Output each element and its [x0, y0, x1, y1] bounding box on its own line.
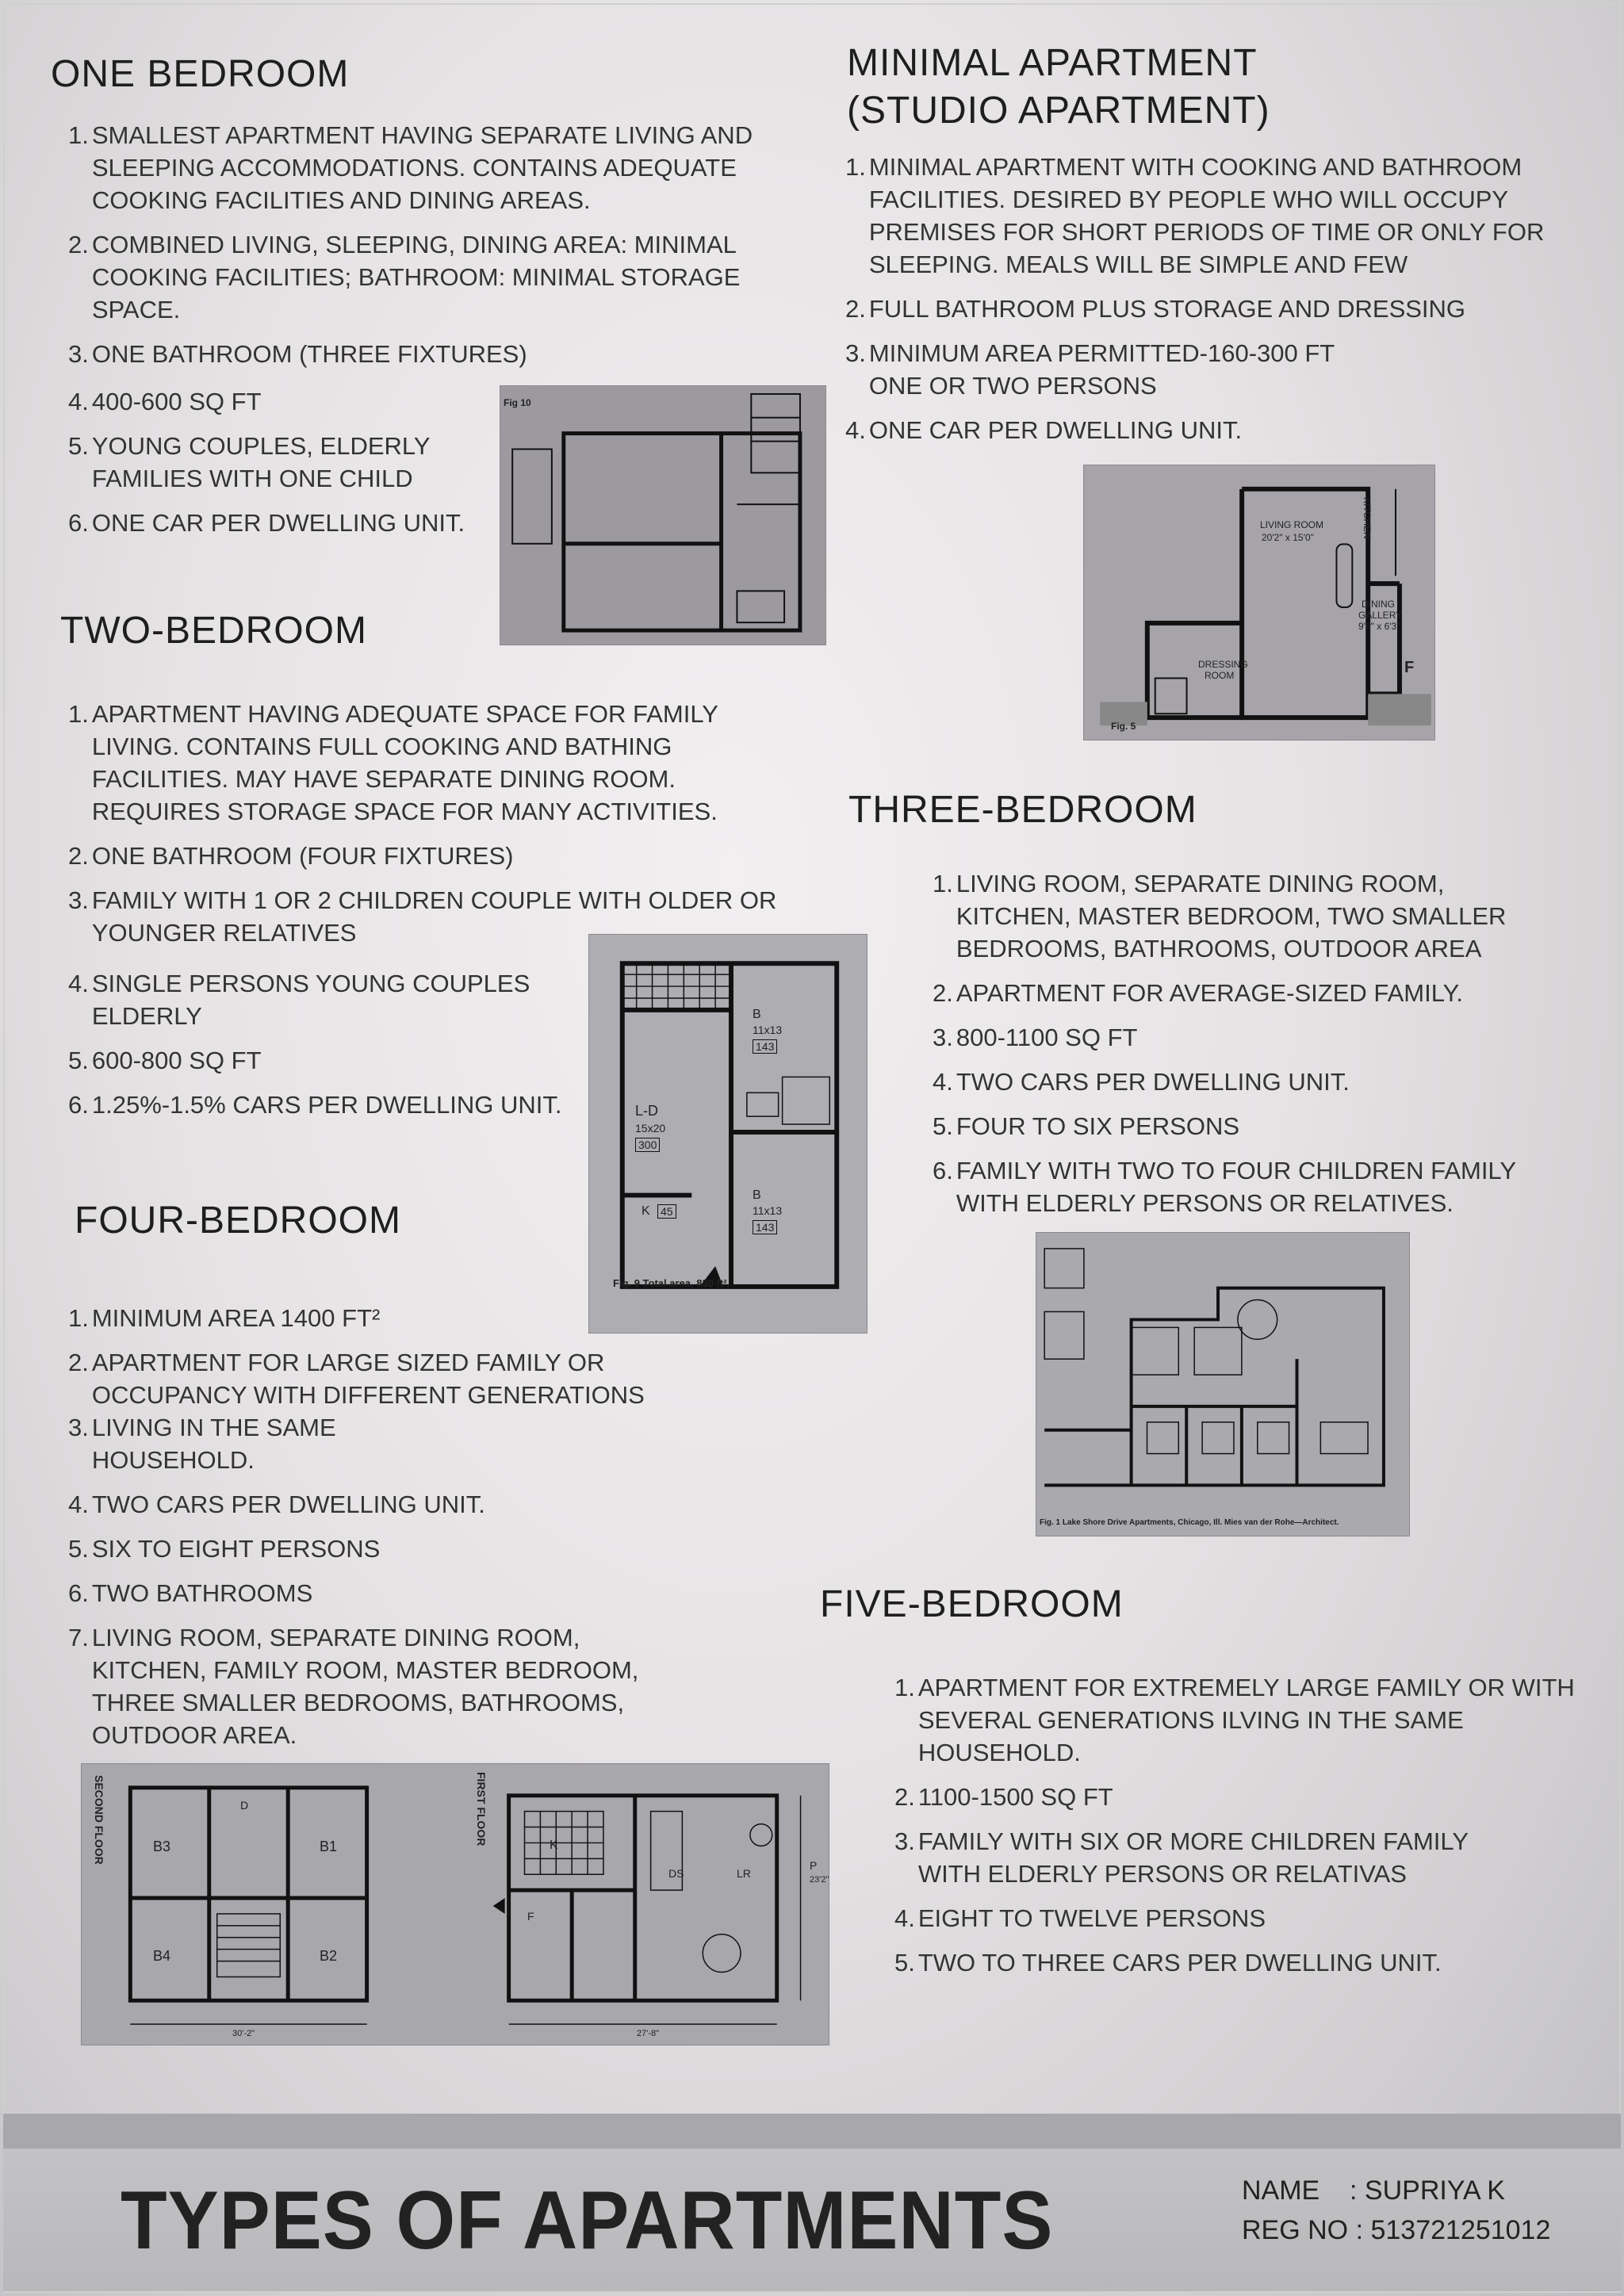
list-item: 4. TWO CARS PER DWELLING UNIT. [933, 1068, 1350, 1096]
list-item: 4. ONE CAR PER DWELLING UNIT. [845, 416, 1243, 444]
list-item: 4. SINGLE PERSONS YOUNG COUPLES ELDERLY [68, 970, 530, 1030]
list-item: 3. FAMILY WITH 1 OR 2 CHILDREN COUPLE WITH OLDER OR YOUNGER RELATIVES [68, 886, 777, 947]
floor-plan-drawing [1036, 1233, 1409, 1536]
floor-plan-drawing [82, 1764, 829, 2045]
list-item: 6. ONE CAR PER DWELLING UNIT. [68, 509, 465, 537]
four-bedroom-title: FOUR-BEDROOM [75, 1200, 401, 1242]
one-bedroom-list-cont [68, 385, 496, 551]
floor-plan-drawing [589, 935, 867, 1333]
list-item: 3. FAMILY WITH SIX OR MORE CHILDREN FAMILY WITH ELDERLY PERSONS OR RELATIVAS [894, 1827, 1469, 1888]
minimal-apartment-list [845, 151, 1599, 458]
one-bedroom-title: ONE BEDROOM [51, 53, 350, 95]
list-item: 2. ONE BATHROOM (FOUR FIXTURES) [68, 842, 514, 870]
list-item: 1. APARTMENT FOR EXTREMELY LARGE FAMILY OR WITH SEVERAL GENERATIONS ILVING IN THE SAME HOUSEHOLD. [894, 1674, 1575, 1766]
list-item: 5. TWO TO THREE CARS PER DWELLING UNIT. [894, 1949, 1442, 1976]
one-bedroom-list [68, 119, 806, 382]
three-bedroom-list [933, 867, 1583, 1231]
list-item: 3. MINIMUM AREA PERMITTED-160-300 FT ONE OR TWO PERSONS [845, 339, 1335, 400]
list-item: 6. 1.25%-1.5% CARS PER DWELLING UNIT. [68, 1091, 562, 1119]
list-item: 5. 600-800 SQ FT [68, 1047, 262, 1074]
list-item: 1. APARTMENT HAVING ADEQUATE SPACE FOR FAMILY LIVING. CONTAINS FULL COOKING AND BATHING FACILITIES. MAY HAVE SEPARATE DINING ROOM. REQUIRES STORAGE SPACE FOR MANY ACTIVITIES. [68, 700, 718, 825]
page-title: TYPES OF APARTMENTS [121, 2175, 1054, 2267]
one-bedroom-floor-plan: Fig 10 [500, 385, 826, 645]
list-item: 1. MINIMAL APARTMENT WITH COOKING AND BATHROOM FACILITIES. DESIRED BY PEOPLE WHO WILL OCCUPY PREMISES FOR SHORT PERIODS OF TIME OR ONLY FOR SLEEPING. MEALS WILL BE SIMPLE AND FEW [845, 153, 1545, 278]
list-item: 2. COMBINED LIVING, SLEEPING, DINING AREA: MINIMAL COOKING FACILITIES; BATHROOM: MINIMAL STORAGE SPACE. [68, 231, 741, 323]
list-item: 2. 1100-1500 SQ FT [894, 1783, 1113, 1811]
four-bedroom-floor-plans: SECOND FLOOR FIRST FLOOR B1 B2 B3 B4 D K DS LR F P 23'2" 30'-2" 27'-8" [81, 1763, 829, 2045]
two-bedroom-list [68, 698, 782, 961]
list-item: 1. MINIMUM AREA 1400 FT² [68, 1304, 381, 1332]
list-item: 6. TWO BATHROOMS [68, 1579, 313, 1607]
list-item: 7. LIVING ROOM, SEPARATE DINING ROOM, KITCHEN, FAMILY ROOM, MASTER BEDROOM, THREE SMALLER BEDROOMS, BATHROOMS, OUTDOOR AREA. [68, 1624, 639, 1749]
footer-divider [3, 2114, 1621, 2149]
list-item: 3. 800-1100 SQ FT [933, 1024, 1138, 1051]
five-bedroom-list [894, 1671, 1576, 1991]
five-bedroom-title: FIVE-BEDROOM [820, 1583, 1124, 1625]
list-item: 4. EIGHT TO TWELVE PERSONS [894, 1904, 1266, 1932]
list-item: 4. 400-600 SQ FT [68, 388, 262, 415]
two-bedroom-title: TWO-BEDROOM [60, 610, 367, 652]
list-item: 1. SMALLEST APARTMENT HAVING SEPARATE LIVING AND SLEEPING ACCOMMODATIONS. CONTAINS ADEQUATE COOKING FACILITIES AND DINING AREAS. [68, 121, 753, 214]
list-item: 1. LIVING ROOM, SEPARATE DINING ROOM, KITCHEN, MASTER BEDROOM, TWO SMALLER BEDROOMS, BATHROOMS, OUTDOOR AREA [933, 870, 1507, 962]
three-bedroom-floor-plan: Fig. 1 Lake Shore Drive Apartments, Chicago, Ill. Mies van der Rohe—Architect. [1036, 1232, 1410, 1536]
author-name: NAME : SUPRIYA K [1242, 2175, 1505, 2206]
list-item: 3. LIVING IN THE SAME HOUSEHOLD. [68, 1414, 336, 1474]
registration-number: REG NO : 513721251012 [1242, 2215, 1551, 2245]
list-item: 2. APARTMENT FOR LARGE SIZED FAMILY OR OCCUPANCY WITH DIFFERENT GENERATIONS [68, 1349, 645, 1409]
list-item: 5. SIX TO EIGHT PERSONS [68, 1535, 381, 1563]
list-item: 5. FOUR TO SIX PERSONS [933, 1112, 1240, 1140]
list-item: 2. APARTMENT FOR AVERAGE-SIZED FAMILY. [933, 979, 1463, 1007]
minimal-apartment-title: MINIMAL APARTMENT (STUDIO APARTMENT) [847, 42, 1270, 132]
list-item: 4. TWO CARS PER DWELLING UNIT. [68, 1490, 485, 1518]
floor-plan-drawing [500, 386, 825, 645]
two-bedroom-list-cont [68, 967, 592, 1133]
list-item: 2. FULL BATHROOM PLUS STORAGE AND DRESSING [845, 295, 1466, 323]
studio-floor-plan: LIVING ROOM 20'2" x 15'0" KITCHEN DINING GALLERY 9'6" x 6'3" DRESSING ROOM F Fig. 5 [1083, 465, 1435, 740]
three-bedroom-title: THREE-BEDROOM [848, 789, 1197, 831]
list-item: 6. FAMILY WITH TWO TO FOUR CHILDREN FAMILY WITH ELDERLY PERSONS OR RELATIVES. [933, 1157, 1516, 1217]
list-item: 3. ONE BATHROOM (THREE FIXTURES) [68, 340, 527, 368]
list-item: 5. YOUNG COUPLES, ELDERLY FAMILIES WITH ONE CHILD [68, 432, 430, 492]
four-bedroom-list [68, 1302, 766, 1763]
two-bedroom-floor-plan: B 11x13 143 L-D 15x20 300 K 45 B 11x13 143 Fig. 9 Total area, 830 ft². [588, 934, 868, 1334]
